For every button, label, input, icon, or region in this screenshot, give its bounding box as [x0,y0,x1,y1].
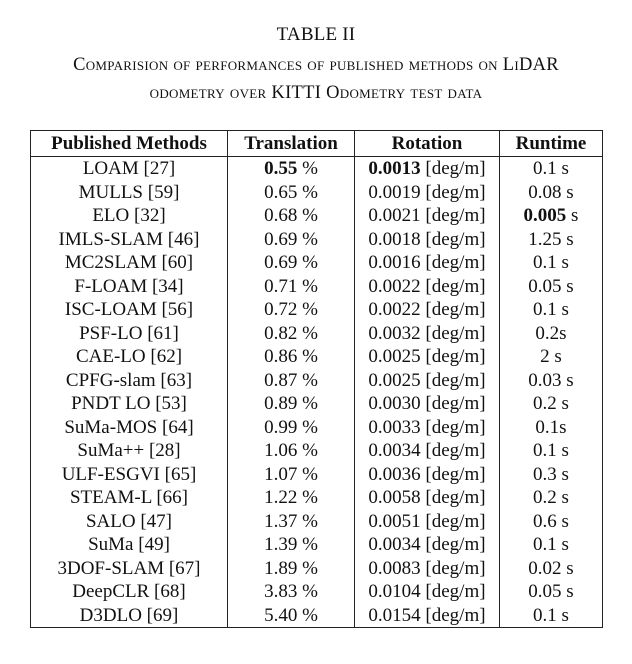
translation-value: 0.99 [264,416,298,438]
table-row [31,557,603,581]
cell-runtime: 0.2s [500,322,603,346]
cell-method: PNDT LO [53] [31,392,228,416]
cell-method: IMLS-SLAM [46] [31,228,228,252]
cell-translation [228,580,355,604]
rotation-value: 0.0033 [368,416,421,438]
results-table [30,130,603,628]
table-row [31,345,603,369]
cell-rotation [355,439,500,463]
translation-value: 0.71 [264,275,298,297]
translation-value: 0.86 [264,346,298,367]
cell-runtime: 0.1 s [500,439,603,463]
cell-rotation [355,345,500,369]
rotation-value: 0.0019 [368,181,421,203]
translation-value: 1.37 [264,510,298,532]
cell-method: ISC-LOAM [56] [31,298,228,322]
table-row [31,181,603,205]
cell-translation [228,204,355,228]
cell-translation [228,557,355,581]
rotation-value: 0.0016 [368,252,421,273]
cell-rotation [355,228,500,252]
translation-value: 0.55 [264,158,298,179]
cell-rotation [355,275,500,299]
translation-unit: % [302,463,318,485]
header-rotation: Rotation [355,131,500,157]
cell-translation [228,510,355,534]
cell-runtime: 0.02 s [500,557,603,581]
header-runtime: Runtime [500,131,603,157]
table-row [31,463,603,487]
runtime-value: 0.005 [523,205,567,226]
cell-method: STEAM-L [66] [31,486,228,510]
cell-runtime: 0.1s [500,416,603,440]
header-row [31,131,603,157]
cell-rotation [355,510,500,534]
cell-rotation [355,604,500,628]
table-row [31,510,603,534]
cell-rotation [355,369,500,393]
cell-rotation [355,416,500,440]
cell-rotation [355,298,500,322]
cell-runtime: 0.2 s [500,392,603,416]
cell-runtime: 0.1 s [500,604,603,628]
cell-rotation [355,251,500,275]
rotation-value: 0.0083 [368,557,421,579]
rotation-value: 0.0025 [368,369,421,391]
cell-rotation [355,204,500,228]
rotation-unit: [deg/m] [425,487,486,508]
table-row [31,204,603,228]
cell-runtime: 0.2 s [500,486,603,510]
cell-method: F-LOAM [34] [31,275,228,299]
rotation-unit: [deg/m] [425,463,486,485]
cell-translation [228,486,355,510]
translation-value: 3.83 [264,581,298,602]
rotation-unit: [deg/m] [425,275,486,297]
cell-runtime: 0.08 s [500,181,603,205]
translation-value: 5.40 [264,604,298,626]
translation-value: 1.07 [264,463,298,485]
rotation-value: 0.0104 [368,581,421,602]
cell-method: MULLS [59] [31,181,228,205]
cell-method: CPFG-slam [63] [31,369,228,393]
translation-value: 0.87 [264,369,298,391]
translation-value: 0.82 [264,322,298,344]
cell-runtime: 0.1 s [500,298,603,322]
cell-translation [228,345,355,369]
table-row [31,392,603,416]
translation-unit: % [302,299,318,320]
translation-unit: % [302,322,318,344]
translation-unit: % [302,604,318,626]
translation-unit: % [302,534,318,555]
cell-runtime: 2 s [500,345,603,369]
cell-runtime: 0.03 s [500,369,603,393]
rotation-value: 0.0013 [368,158,421,179]
cell-method: ULF-ESGVI [65] [31,463,228,487]
cell-rotation [355,157,500,181]
cell-runtime: 0.1 s [500,157,603,181]
table-row [31,228,603,252]
rotation-unit: [deg/m] [425,604,486,626]
translation-unit: % [302,393,318,414]
rotation-value: 0.0036 [368,463,421,485]
rotation-unit: [deg/m] [425,416,486,438]
rotation-value: 0.0034 [368,440,421,461]
cell-translation [228,275,355,299]
rotation-unit: [deg/m] [425,510,486,532]
cell-translation [228,392,355,416]
table-number: TABLE II [276,24,356,45]
cell-rotation [355,463,500,487]
rotation-unit: [deg/m] [425,346,486,367]
cell-rotation [355,181,500,205]
caption-line-1: Comparision of performances of published methods on LiDAR [73,55,559,75]
translation-value: 0.89 [264,393,298,414]
translation-unit: % [302,581,318,602]
rotation-unit: [deg/m] [425,369,486,391]
cell-method: D3DLO [69] [31,604,228,628]
cell-method: CAE-LO [62] [31,345,228,369]
cell-translation [228,369,355,393]
table-row [31,275,603,299]
rotation-value: 0.0154 [368,604,421,626]
cell-method: SuMa-MOS [64] [31,416,228,440]
rotation-value: 0.0058 [368,487,421,508]
cell-runtime: 0.6 s [500,510,603,534]
cell-method: MC2SLAM [60] [31,251,228,275]
rotation-value: 0.0018 [368,228,421,250]
translation-unit: % [302,416,318,438]
cell-rotation [355,486,500,510]
translation-unit: % [302,205,318,226]
header-translation: Translation [228,131,355,157]
cell-runtime: 0.3 s [500,463,603,487]
translation-value: 1.89 [264,557,298,579]
translation-unit: % [302,228,318,250]
cell-runtime [500,204,603,228]
rotation-value: 0.0030 [368,393,421,414]
rotation-unit: [deg/m] [425,205,486,226]
translation-unit: % [302,252,318,273]
rotation-value: 0.0051 [368,510,421,532]
cell-translation [228,157,355,181]
cell-translation [228,251,355,275]
table-row [31,298,603,322]
cell-translation [228,439,355,463]
cell-method: LOAM [27] [31,157,228,181]
cell-translation [228,416,355,440]
cell-runtime: 0.1 s [500,533,603,557]
cell-translation [228,298,355,322]
rotation-value: 0.0034 [368,534,421,555]
translation-unit: % [302,557,318,579]
header-published-methods: Published Methods [31,131,228,157]
rotation-value: 0.0025 [368,346,421,367]
cell-translation [228,463,355,487]
rotation-unit: [deg/m] [425,181,486,203]
cell-runtime: 1.25 s [500,228,603,252]
cell-method: SALO [47] [31,510,228,534]
cell-method: PSF-LO [61] [31,322,228,346]
rotation-unit: [deg/m] [425,158,486,179]
rotation-unit: [deg/m] [425,581,486,602]
caption-line-2: odometry over KITTI Odometry test data [149,83,483,103]
cell-rotation [355,557,500,581]
cell-runtime: 0.1 s [500,251,603,275]
rotation-unit: [deg/m] [425,393,486,414]
translation-value: 1.39 [264,534,298,555]
rotation-unit: [deg/m] [425,440,486,461]
cell-rotation [355,392,500,416]
rotation-unit: [deg/m] [425,557,486,579]
cell-runtime: 0.05 s [500,580,603,604]
translation-value: 0.69 [264,252,298,273]
translation-unit: % [302,346,318,367]
table-row [31,369,603,393]
rotation-unit: [deg/m] [425,534,486,555]
table-row [31,157,603,181]
table-row [31,322,603,346]
rotation-unit: [deg/m] [425,252,486,273]
cell-translation [228,181,355,205]
translation-value: 0.72 [264,299,298,320]
cell-rotation [355,322,500,346]
translation-value: 0.68 [264,205,298,226]
translation-unit: % [302,510,318,532]
rotation-value: 0.0022 [368,275,421,297]
rotation-unit: [deg/m] [425,322,486,344]
rotation-value: 0.0021 [368,205,421,226]
cell-rotation [355,580,500,604]
translation-unit: % [302,487,318,508]
cell-translation [228,322,355,346]
cell-translation [228,604,355,628]
table-row [31,439,603,463]
rotation-value: 0.0032 [368,322,421,344]
translation-value: 0.69 [264,228,298,250]
translation-unit: % [302,440,318,461]
translation-unit: % [302,158,318,179]
rotation-value: 0.0022 [368,299,421,320]
cell-method: 3DOF-SLAM [67] [31,557,228,581]
table-row [31,580,603,604]
translation-value: 1.22 [264,487,298,508]
translation-unit: % [302,369,318,391]
runtime-unit: s [571,205,579,226]
cell-runtime: 0.05 s [500,275,603,299]
rotation-unit: [deg/m] [425,228,486,250]
cell-method: SuMa++ [28] [31,439,228,463]
translation-value: 0.65 [264,181,298,203]
table-row [31,251,603,275]
table-caption [0,24,632,104]
cell-method: DeepCLR [68] [31,580,228,604]
table-row [31,416,603,440]
rotation-unit: [deg/m] [425,299,486,320]
table-row [31,604,603,628]
cell-rotation [355,533,500,557]
translation-unit: % [302,275,318,297]
cell-translation [228,228,355,252]
cell-method: SuMa [49] [31,533,228,557]
table-row [31,486,603,510]
translation-unit: % [302,181,318,203]
translation-value: 1.06 [264,440,298,461]
table-body [31,157,603,628]
cell-translation [228,533,355,557]
table-row [31,533,603,557]
cell-method: ELO [32] [31,204,228,228]
